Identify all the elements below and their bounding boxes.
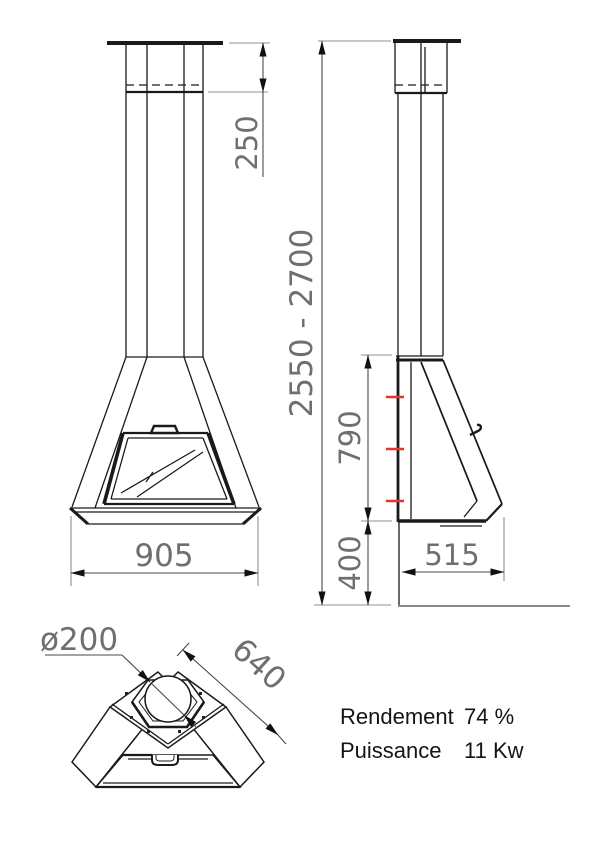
side-sloped-front [421, 360, 502, 504]
front-door-handle [151, 426, 178, 433]
dim-firebox-height: 400 [333, 535, 367, 591]
front-view [70, 43, 261, 524]
spec-text [340, 704, 524, 763]
red-mounting-marks [386, 397, 404, 501]
spec-puissance-value: 11 Kw [464, 738, 524, 763]
front-glass-reflection [121, 450, 203, 497]
front-window-inner [111, 438, 227, 499]
spec-puissance-label: Puissance [340, 738, 442, 763]
front-pipe [126, 43, 203, 357]
dim-front-width: 905 [134, 538, 194, 574]
front-base-chamfers [70, 508, 261, 524]
spec-rendement-value: 74 % [464, 704, 515, 729]
dim-flue-collar-height: 250 [230, 115, 264, 171]
dim-hood-height: 790 [333, 410, 367, 466]
dim-overall-height: 2550 - 2700 [284, 228, 320, 418]
side-pipe [398, 93, 443, 356]
spec-rendement-label: Rendement [340, 704, 454, 729]
dim-side-depth: 515 [424, 538, 480, 572]
dim-top-diagonal: 640 [224, 631, 293, 698]
top-view [72, 672, 264, 787]
side-view [386, 41, 570, 606]
dim-flue-diameter: ø200 [39, 622, 119, 658]
